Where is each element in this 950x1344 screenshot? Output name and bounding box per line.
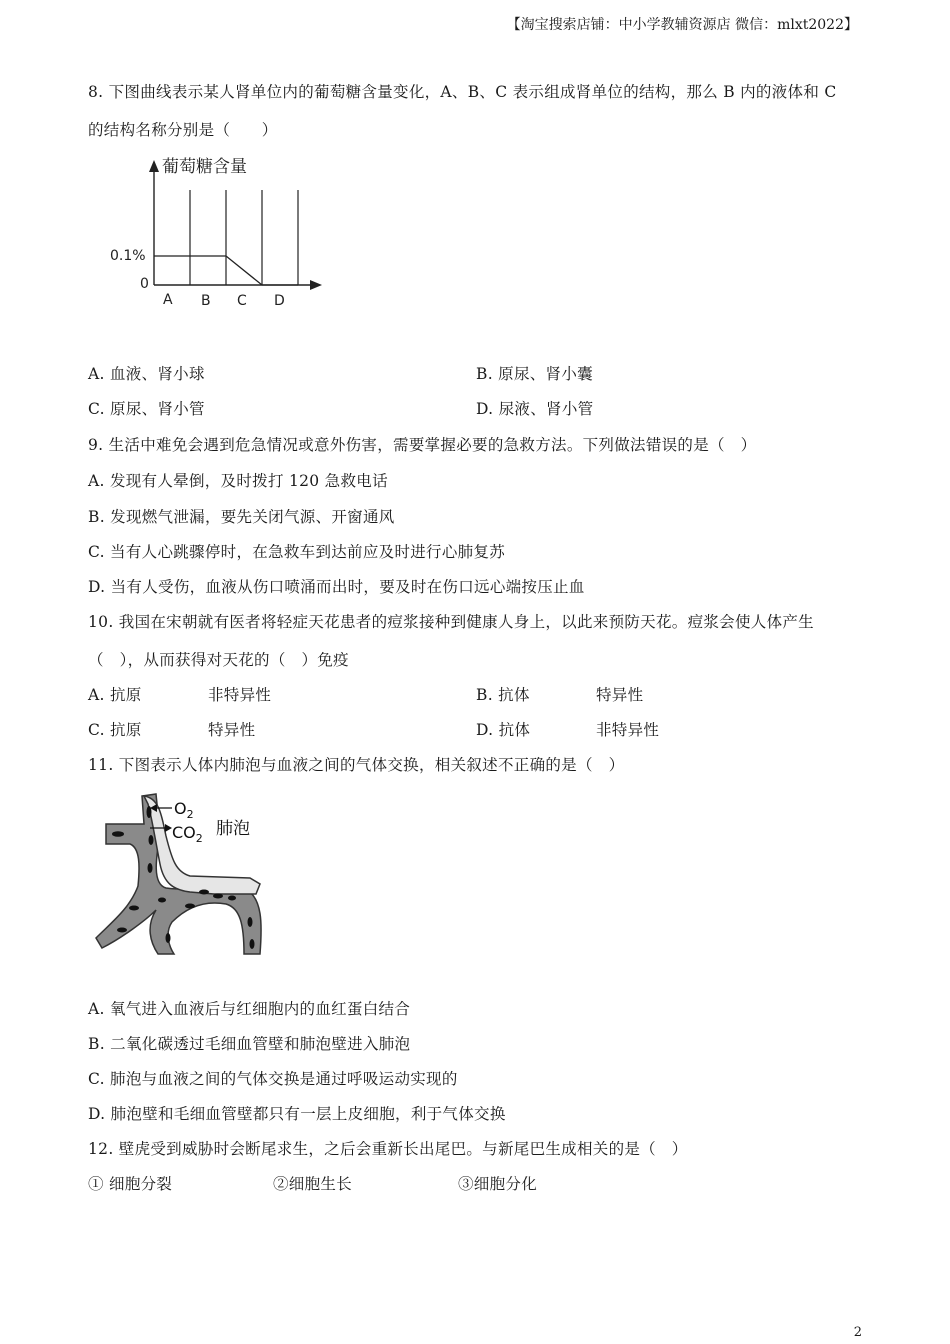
q11-option-d: D. 肺泡壁和毛细血管壁都只有一层上皮细胞，利于气体交换: [88, 1105, 506, 1123]
q11-stem: 11. 下图表示人体内肺泡与血液之间的气体交换，相关叙述不正确的是（ ）: [88, 756, 625, 774]
q9-option-d: D. 当有人受伤，血液从伤口喷涌而出时，要及时在伤口远心端按压止血: [88, 578, 585, 596]
q10-option-d-value: 非特异性: [596, 721, 660, 739]
q8-option-a: A. 血液、肾小球: [88, 365, 205, 383]
watermark-header: 【淘宝搜索店铺：中小学教辅资源店 微信：mlxt2022】: [506, 17, 858, 33]
q8-option-c: C. 原尿、肾小管: [88, 400, 205, 418]
y-tick-0.1: 0.1%: [110, 248, 146, 264]
glucose-chart: [100, 150, 340, 320]
q11-option-a: A. 氧气进入血液后与红细胞内的血红蛋白结合: [88, 1000, 411, 1018]
alveolus-gas-exchange-figure: [94, 788, 284, 960]
q10-option-a: [88, 683, 271, 705]
x-axis-arrow: [310, 280, 322, 290]
q10-option-c: [88, 718, 255, 740]
q12-stem: 12. 壁虎受到威胁时会断尾求生，之后会重新长出尾巴。与新尾巴生成相关的是（ ）: [88, 1140, 688, 1158]
q10-stem-line2: （ ），从而获得对天花的（ ）免疫: [88, 651, 349, 669]
q11-option-c: C. 肺泡与血液之间的气体交换是通过呼吸运动实现的: [88, 1070, 458, 1088]
x-label-a: A: [163, 292, 173, 308]
q8-option-b: B. 原尿、肾小囊: [476, 365, 593, 383]
q8-stem-line2: 的结构名称分别是（ ）: [88, 121, 278, 139]
chart-title: 葡萄糖含量: [162, 157, 247, 177]
y-axis-arrow: [149, 160, 159, 172]
y-tick-0: 0: [140, 276, 149, 292]
q10-option-d-label: D. 抗体: [476, 721, 531, 739]
q12-item-2: ②细胞生长: [273, 1175, 353, 1193]
x-label-d: D: [274, 293, 285, 309]
q10-option-c-label: C. 抗原: [88, 721, 142, 739]
q8-stem-line1: 8. 下图曲线表示某人肾单位内的葡萄糖含量变化，A、B、C 表示组成肾单位的结构，那么 B 内的液体和 C: [88, 83, 837, 101]
q9-option-c: C. 当有人心跳骤停时，在急救车到达前应及时进行心肺复苏: [88, 543, 506, 561]
q12-item-1: ① 细胞分裂: [88, 1175, 173, 1193]
q10-option-d: [476, 718, 659, 740]
q10-option-b-value: 特异性: [596, 686, 644, 704]
alveolus-label: 肺泡: [216, 819, 250, 839]
x-label-c: C: [237, 293, 247, 309]
alveolus-wall: [144, 796, 260, 894]
co2-label: $CO_2$: [172, 823, 203, 845]
q12-item-3: ③细胞分化: [458, 1175, 538, 1193]
q10-option-b: [476, 683, 643, 705]
x-label-b: B: [201, 293, 211, 309]
q8-option-d: D. 尿液、肾小管: [476, 400, 594, 418]
q10-option-c-value: 特异性: [208, 721, 256, 739]
q10-option-a-value: 非特异性: [208, 686, 272, 704]
q9-stem: 9. 生活中难免会遇到危急情况或意外伤害，需要掌握必要的急救方法。下列做法错误的是（ ）: [88, 436, 757, 454]
o2-label: $O_2$: [174, 799, 194, 821]
q11-option-b: B. 二氧化碳透过毛细血管壁和肺泡壁进入肺泡: [88, 1035, 411, 1053]
q9-option-a: A. 发现有人晕倒，及时拨打 120 急救电话: [88, 472, 388, 490]
q10-option-a-label: A. 抗原: [88, 686, 142, 704]
q10-stem-line1: 10. 我国在宋朝就有医者将轻症天花患者的痘浆接种到健康人身上，以此来预防天花。痘浆会使人体产生: [88, 613, 814, 631]
q10-option-b-label: B. 抗体: [476, 686, 530, 704]
q9-option-b: B. 发现燃气泄漏，要先关闭气源、开窗通风: [88, 508, 395, 526]
page-number: 2: [853, 1325, 862, 1340]
